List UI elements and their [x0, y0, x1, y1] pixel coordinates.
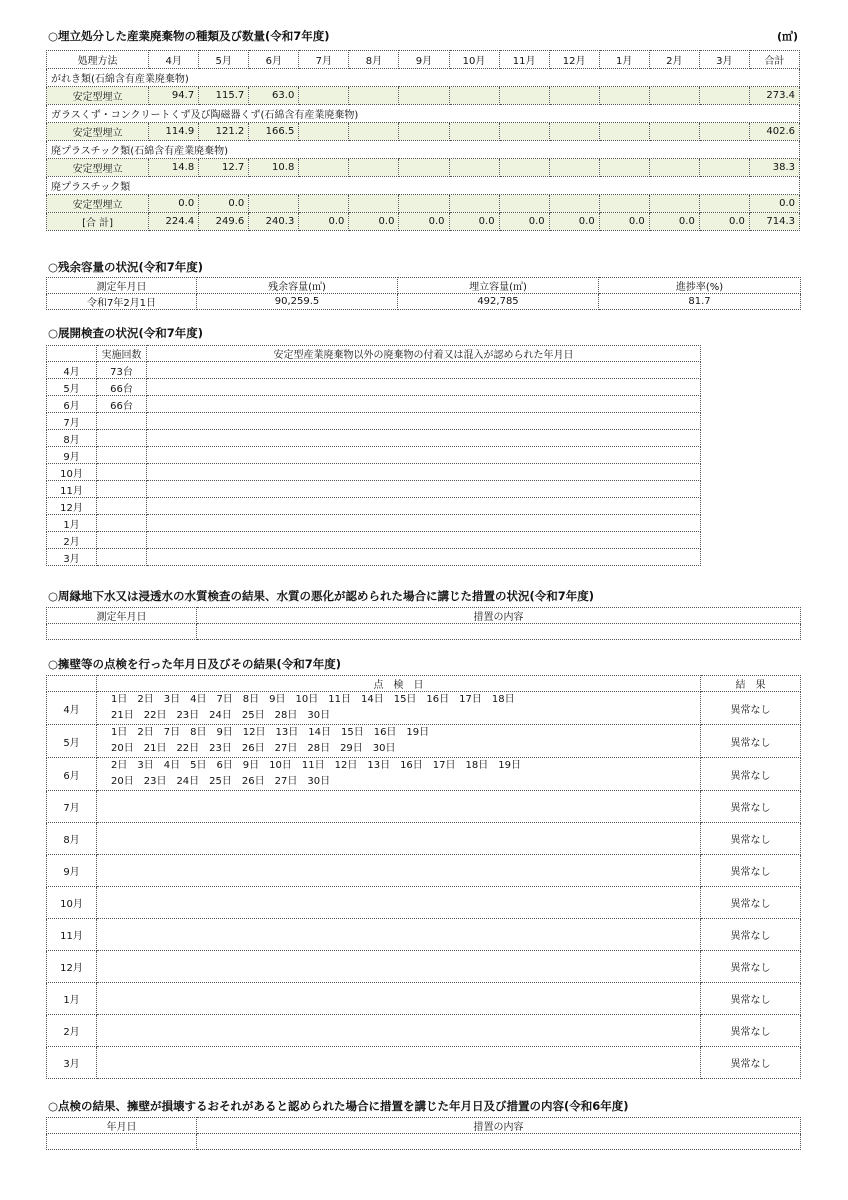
waste-value-cell	[299, 123, 349, 141]
waste-value-cell	[399, 159, 449, 177]
inspection-row	[47, 362, 701, 379]
waste-sum-label: [合 計]	[47, 213, 149, 231]
inspection-count: 66台	[97, 379, 147, 396]
waste-total-cell: 402.6	[749, 123, 799, 141]
wall-check-row	[47, 919, 801, 951]
water-header-measures: 措置の内容	[197, 608, 801, 624]
section4-title: ○周縁地下水又は浸透水の水質検査の結果、水質の悪化が認められた場合に講じた措置の状況(令和7年度)	[48, 589, 595, 603]
wall-check-month: 10月	[47, 887, 97, 919]
inspection-note	[147, 379, 701, 396]
wall-check-days	[97, 758, 701, 791]
waste-sum-cell: 0.0	[549, 213, 599, 231]
section3-title: ○展開検査の状況(令和7年度)	[48, 326, 204, 340]
waste-sum-cell: 0.0	[449, 213, 499, 231]
waste-value-row	[47, 123, 800, 141]
wall-check-days	[97, 1047, 701, 1079]
measure-header-date: 年月日	[47, 1118, 197, 1134]
waste-value-cell	[349, 87, 399, 105]
waste-header-cell: 11月	[499, 51, 549, 69]
wall-check-days	[97, 919, 701, 951]
waste-total-cell: 273.4	[749, 87, 799, 105]
waste-value-cell	[349, 159, 399, 177]
measure-content	[197, 1134, 801, 1150]
wall-check-row	[47, 823, 801, 855]
wall-measure-table	[46, 1117, 801, 1150]
waste-header-row	[47, 51, 800, 69]
waste-value-cell	[699, 195, 749, 213]
waste-value-cell	[699, 87, 749, 105]
waste-header-cell: 合計	[749, 51, 799, 69]
wall-header-cell: 結 果	[701, 676, 801, 692]
inspection-row	[47, 532, 701, 549]
waste-value-cell	[649, 123, 699, 141]
inspection-month: 5月	[47, 379, 97, 396]
wall-check-result: 異常なし	[701, 983, 801, 1015]
waste-value-cell	[499, 123, 549, 141]
waste-value-cell: 121.2	[199, 123, 249, 141]
wall-check-days	[97, 983, 701, 1015]
cap-remaining: 90,259.5	[197, 294, 398, 310]
wall-check-days-line1: 1日 2日 7日 8日 9日 12日 13日 14日 15日 16日 19日	[111, 727, 430, 738]
waste-value-cell	[599, 123, 649, 141]
waste-value-cell: 0.0	[199, 195, 249, 213]
inspection-count: 66台	[97, 396, 147, 413]
waste-value-cell	[449, 87, 499, 105]
waste-sum-cell: 0.0	[599, 213, 649, 231]
wall-check-result: 異常なし	[701, 725, 801, 758]
cap-progress: 81.7	[599, 294, 801, 310]
inspection-row	[47, 464, 701, 481]
inspection-header-cell: 実施回数	[97, 346, 147, 362]
wall-check-result: 異常なし	[701, 1015, 801, 1047]
waste-header-cell: 10月	[449, 51, 499, 69]
inspection-row	[47, 515, 701, 532]
wall-check-result: 異常なし	[701, 1047, 801, 1079]
cap-header-progress: 進捗率(%)	[599, 278, 801, 294]
wall-check-row	[47, 951, 801, 983]
section5-title: ○擁壁等の点検を行った年月日及びその結果(令和7年度)	[48, 657, 342, 671]
wall-check-days	[97, 887, 701, 919]
waste-value-cell	[349, 195, 399, 213]
inspection-note	[147, 413, 701, 430]
inspection-note	[147, 464, 701, 481]
wall-header-cell	[47, 676, 97, 692]
inspection-month: 3月	[47, 549, 97, 566]
waste-method: 安定型埋立	[47, 87, 149, 105]
waste-method: 安定型埋立	[47, 123, 149, 141]
wall-check-days	[97, 823, 701, 855]
inspection-count	[97, 532, 147, 549]
waste-value-cell: 94.7	[149, 87, 199, 105]
waste-category-row	[47, 141, 800, 159]
waste-value-cell	[649, 159, 699, 177]
waste-value-row	[47, 159, 800, 177]
waste-value-cell: 12.7	[199, 159, 249, 177]
waste-sum-cell: 224.4	[149, 213, 199, 231]
waste-header-cell: 9月	[399, 51, 449, 69]
waste-sum-row	[47, 213, 800, 231]
capacity-table	[46, 277, 801, 310]
waste-value-cell	[599, 87, 649, 105]
wall-check-table	[46, 675, 801, 1079]
waste-value-row	[47, 87, 800, 105]
waste-value-cell	[349, 123, 399, 141]
inspection-row	[47, 379, 701, 396]
inspection-row	[47, 498, 701, 515]
inspection-note	[147, 430, 701, 447]
wall-check-row	[47, 983, 801, 1015]
waste-value-cell	[699, 123, 749, 141]
waste-value-cell: 10.8	[249, 159, 299, 177]
section2-title: ○残余容量の状況(令和7年度)	[48, 260, 204, 274]
inspection-note	[147, 362, 701, 379]
wall-check-row	[47, 758, 801, 791]
wall-check-result: 異常なし	[701, 919, 801, 951]
wall-check-month: 6月	[47, 758, 97, 791]
wall-check-days-line2: 20日 23日 24日 25日 26日 27日 30日	[111, 776, 331, 787]
inspection-note	[147, 447, 701, 464]
waste-value-cell	[449, 195, 499, 213]
water-header-date: 測定年月日	[47, 608, 197, 624]
inspection-month: 6月	[47, 396, 97, 413]
inspection-note	[147, 481, 701, 498]
wall-check-row	[47, 1015, 801, 1047]
waste-header-cell: 7月	[299, 51, 349, 69]
waste-value-cell	[499, 159, 549, 177]
section1-title: ○埋立処分した産業廃棄物の種類及び数量(令和7年度)	[48, 29, 330, 43]
waste-category-name: 廃プラスチック類(石綿含有産業廃棄物)	[47, 141, 800, 159]
measure-header-content: 措置の内容	[197, 1118, 801, 1134]
waste-header-cell: 3月	[699, 51, 749, 69]
wall-check-days	[97, 951, 701, 983]
inspection-count	[97, 413, 147, 430]
wall-check-days	[97, 855, 701, 887]
wall-check-result: 異常なし	[701, 855, 801, 887]
inspection-table	[46, 345, 701, 566]
waste-category-row	[47, 105, 800, 123]
inspection-month: 11月	[47, 481, 97, 498]
cap-header-fill: 埋立容量(㎥)	[398, 278, 599, 294]
waste-sum-cell: 0.0	[299, 213, 349, 231]
wall-check-month: 8月	[47, 823, 97, 855]
waste-header-cell: 2月	[649, 51, 699, 69]
wall-check-days-line2: 21日 22日 23日 24日 25日 28日 30日	[111, 710, 331, 721]
wall-check-days	[97, 1015, 701, 1047]
wall-check-month: 1月	[47, 983, 97, 1015]
measure-date	[47, 1134, 197, 1150]
wall-check-days	[97, 791, 701, 823]
water-measures	[197, 624, 801, 640]
inspection-header-row	[47, 346, 701, 362]
waste-value-cell	[299, 87, 349, 105]
inspection-count	[97, 481, 147, 498]
waste-value-cell	[449, 123, 499, 141]
wall-check-days	[97, 692, 701, 725]
wall-check-month: 3月	[47, 1047, 97, 1079]
inspection-row	[47, 413, 701, 430]
waste-value-cell	[299, 159, 349, 177]
inspection-row	[47, 447, 701, 464]
inspection-count	[97, 498, 147, 515]
water-date	[47, 624, 197, 640]
waste-value-cell	[649, 195, 699, 213]
wall-check-result: 異常なし	[701, 823, 801, 855]
waste-value-cell	[549, 195, 599, 213]
waste-value-cell: 63.0	[249, 87, 299, 105]
wall-check-result: 異常なし	[701, 951, 801, 983]
waste-value-cell	[249, 195, 299, 213]
inspection-month: 4月	[47, 362, 97, 379]
inspection-row	[47, 430, 701, 447]
waste-header-cell: 4月	[149, 51, 199, 69]
waste-value-cell	[299, 195, 349, 213]
inspection-month: 9月	[47, 447, 97, 464]
wall-check-month: 5月	[47, 725, 97, 758]
inspection-month: 12月	[47, 498, 97, 515]
inspection-row	[47, 396, 701, 413]
waste-header-cell: 12月	[549, 51, 599, 69]
inspection-note	[147, 498, 701, 515]
inspection-count	[97, 464, 147, 481]
waste-category-row	[47, 69, 800, 87]
wall-check-month: 11月	[47, 919, 97, 951]
inspection-count: 73台	[97, 362, 147, 379]
wall-check-days-line1: 1日 2日 3日 4日 7日 8日 9日 10日 11日 14日 15日 16日 17日 18日	[111, 694, 515, 705]
waste-value-cell: 166.5	[249, 123, 299, 141]
waste-sum-cell: 0.0	[349, 213, 399, 231]
waste-value-cell	[649, 87, 699, 105]
inspection-header-cell: 安定型産業廃棄物以外の廃棄物の付着又は混入が認められた年月日	[147, 346, 701, 362]
waste-value-cell	[549, 123, 599, 141]
wall-check-days	[97, 725, 701, 758]
inspection-note	[147, 515, 701, 532]
waste-sum-cell: 240.3	[249, 213, 299, 231]
waste-header-cell: 処理方法	[47, 51, 149, 69]
wall-header-row	[47, 676, 801, 692]
wall-check-result: 異常なし	[701, 692, 801, 725]
waste-method: 安定型埋立	[47, 195, 149, 213]
waste-header-cell: 6月	[249, 51, 299, 69]
waste-value-cell: 0.0	[149, 195, 199, 213]
wall-check-row	[47, 791, 801, 823]
waste-value-cell	[549, 87, 599, 105]
wall-check-row	[47, 855, 801, 887]
inspection-row	[47, 481, 701, 498]
waste-value-cell: 14.8	[149, 159, 199, 177]
wall-check-days-line1: 2日 3日 4日 5日 6日 9日 10日 11日 12日 13日 16日 17日 18日 19日	[111, 760, 521, 771]
waste-value-cell	[499, 195, 549, 213]
wall-check-result: 異常なし	[701, 791, 801, 823]
waste-category-name: 廃プラスチック類	[47, 177, 800, 195]
inspection-month: 2月	[47, 532, 97, 549]
inspection-count	[97, 447, 147, 464]
wall-check-row	[47, 887, 801, 919]
inspection-header-cell	[47, 346, 97, 362]
wall-header-cell: 点 検 日	[97, 676, 701, 692]
waste-sum-cell: 249.6	[199, 213, 249, 231]
waste-category-row	[47, 177, 800, 195]
waste-header-cell: 5月	[199, 51, 249, 69]
inspection-row	[47, 549, 701, 566]
waste-value-cell	[699, 159, 749, 177]
inspection-note	[147, 396, 701, 413]
inspection-month: 1月	[47, 515, 97, 532]
inspection-month: 8月	[47, 430, 97, 447]
waste-value-cell	[599, 159, 649, 177]
inspection-count	[97, 549, 147, 566]
wall-check-month: 4月	[47, 692, 97, 725]
waste-sum-cell: 0.0	[649, 213, 699, 231]
unit-label: (㎥)	[776, 30, 798, 43]
waste-sum-total: 714.3	[749, 213, 799, 231]
waste-total-cell: 0.0	[749, 195, 799, 213]
waste-value-row	[47, 195, 800, 213]
waste-value-cell	[449, 159, 499, 177]
waste-sum-cell: 0.0	[499, 213, 549, 231]
inspection-note	[147, 532, 701, 549]
inspection-count	[97, 515, 147, 532]
wall-check-row	[47, 692, 801, 725]
waste-value-cell	[599, 195, 649, 213]
wall-check-month: 9月	[47, 855, 97, 887]
waste-header-cell: 1月	[599, 51, 649, 69]
wall-check-month: 12月	[47, 951, 97, 983]
wall-check-result: 異常なし	[701, 887, 801, 919]
inspection-month: 10月	[47, 464, 97, 481]
waste-header-cell: 8月	[349, 51, 399, 69]
waste-method: 安定型埋立	[47, 159, 149, 177]
waste-value-cell	[399, 87, 449, 105]
wall-check-row	[47, 1047, 801, 1079]
waste-value-cell	[549, 159, 599, 177]
wall-check-month: 7月	[47, 791, 97, 823]
waste-value-cell	[399, 195, 449, 213]
inspection-month: 7月	[47, 413, 97, 430]
wall-check-result: 異常なし	[701, 758, 801, 791]
waste-value-cell: 115.7	[199, 87, 249, 105]
waste-sum-cell: 0.0	[399, 213, 449, 231]
cap-header-date: 測定年月日	[47, 278, 197, 294]
waste-value-cell	[499, 87, 549, 105]
inspection-count	[97, 430, 147, 447]
waste-category-name: ガラスくず・コンクリートくず及び陶磁器くず(石綿含有産業廃棄物)	[47, 105, 800, 123]
waste-sum-cell: 0.0	[699, 213, 749, 231]
inspection-note	[147, 549, 701, 566]
water-table	[46, 607, 801, 640]
wall-check-days-line2: 20日 21日 22日 23日 26日 27日 28日 29日 30日	[111, 743, 396, 754]
cap-fill: 492,785	[398, 294, 599, 310]
wall-check-row	[47, 725, 801, 758]
wall-check-month: 2月	[47, 1015, 97, 1047]
waste-value-cell: 114.9	[149, 123, 199, 141]
cap-date: 令和7年2月1日	[47, 294, 197, 310]
waste-value-cell	[399, 123, 449, 141]
waste-total-cell: 38.3	[749, 159, 799, 177]
waste-table	[46, 50, 800, 231]
cap-header-remaining: 残余容量(㎥)	[197, 278, 398, 294]
section6-title: ○点検の結果、擁壁が損壊するおそれがあると認められた場合に措置を講じた年月日及び措置の内容(令和6年度)	[48, 1099, 629, 1113]
waste-category-name: がれき類(石綿含有産業廃棄物)	[47, 69, 800, 87]
